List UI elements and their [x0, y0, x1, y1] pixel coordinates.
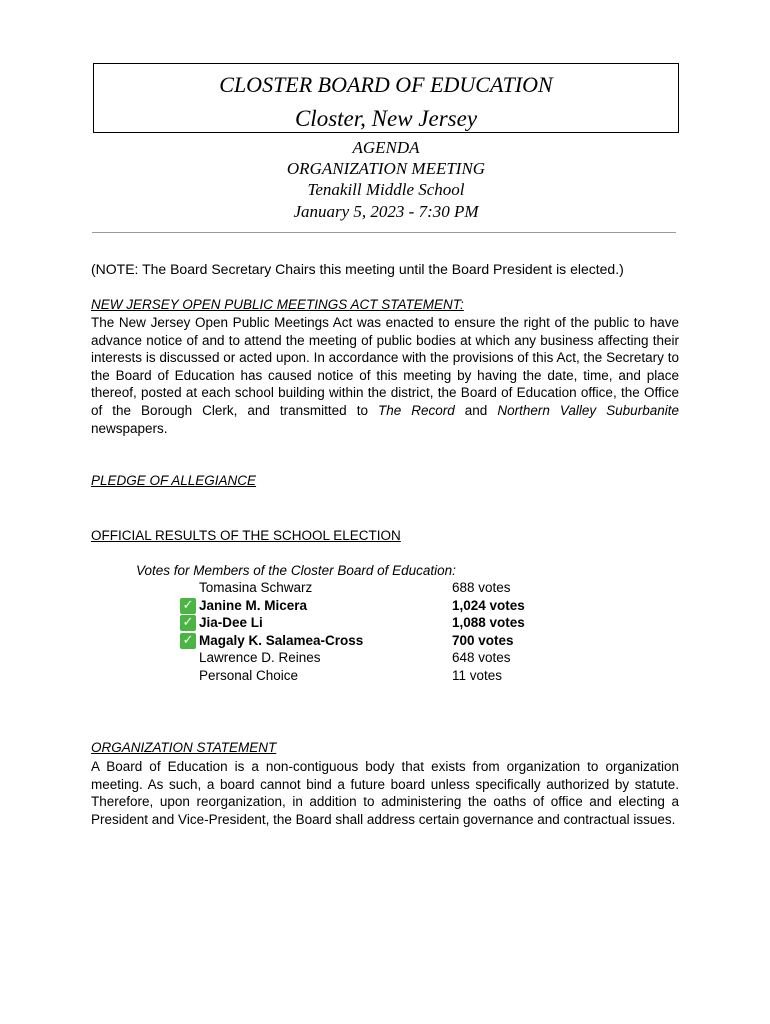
opma-body-end: newspapers.	[91, 420, 168, 436]
header-divider	[92, 232, 676, 233]
agenda-label: AGENDA	[352, 138, 420, 157]
candidate-name: Janine M. Micera	[199, 598, 308, 613]
opma-body: The New Jersey Open Public Meetings Act was enacted to ensure the right of the public to have advance notice of and to attend the meeting of public bodies at which any business affecting their interests is discussed or acted upon. In accordance with the provisions of this Act, the Secretary to the Board of Education has caused notice of this meeting by having the date, time, and place thereof, posted at each school building within the district, the Board of Education office, the Office of the Borough Clerk, and transmitted to	[91, 315, 679, 418]
election-heading: OFFICIAL RESULTS OF THE SCHOOL ELECTION	[91, 528, 401, 543]
pledge-heading: PLEDGE OF ALLEGIANCE	[91, 473, 257, 488]
opma-statement	[91, 314, 679, 437]
secretary-note: (NOTE: The Board Secretary Chairs this meeting until the Board President is elected.)	[91, 261, 624, 277]
organization-statement: A Board of Education is a non-contiguous body that exists from organization to organization meeting. As such, a board cannot bind a future board unless specifically authorized by statute. Therefore, upon reorganization, in addition to administering the oaths of office and electing a President and Vice-President, the Board shall address certain governance and contractual issues.	[91, 759, 679, 827]
candidate-name: Tomasina Schwarz	[199, 580, 313, 595]
check-icon: ✓	[180, 615, 196, 631]
candidate-votes: 700 votes	[452, 633, 514, 648]
newspaper-record: The Record	[377, 402, 455, 418]
candidate-name: Personal Choice	[199, 668, 299, 683]
candidate-votes: 648 votes	[452, 650, 511, 665]
board-location: Closter, New Jersey	[294, 106, 478, 131]
check-icon: ✓	[180, 633, 196, 649]
meeting-type: ORGANIZATION MEETING	[286, 159, 486, 178]
meeting-location: Tenakill Middle School	[307, 180, 465, 199]
candidate-votes: 1,024 votes	[452, 598, 525, 613]
opma-heading: NEW JERSEY OPEN PUBLIC MEETINGS ACT STATEMENT:	[91, 297, 464, 312]
candidate-name: Magaly K. Salamea-Cross	[199, 633, 364, 648]
candidate-row	[180, 633, 540, 651]
candidate-row	[180, 650, 540, 668]
candidate-row	[180, 580, 540, 598]
candidate-name: Jia-Dee Li	[199, 615, 263, 630]
organization-heading: ORGANIZATION STATEMENT	[91, 740, 277, 755]
newspaper-nvs: Northern Valley Suburbanite	[497, 402, 679, 418]
candidate-votes: 11 votes	[452, 668, 503, 683]
candidate-row	[180, 598, 540, 616]
candidate-name: Lawrence D. Reines	[199, 650, 321, 665]
meeting-datetime: January 5, 2023 - 7:30 PM	[293, 202, 479, 221]
opma-and: and	[454, 402, 498, 418]
candidate-votes: 1,088 votes	[452, 615, 525, 630]
votes-heading: Votes for Members of the Closter Board of Education:	[136, 563, 456, 578]
candidate-row	[180, 668, 540, 686]
check-icon: ✓	[180, 598, 196, 614]
candidate-row	[180, 615, 540, 633]
board-title: CLOSTER BOARD OF EDUCATION	[219, 72, 553, 97]
candidate-votes: 688 votes	[452, 580, 511, 595]
